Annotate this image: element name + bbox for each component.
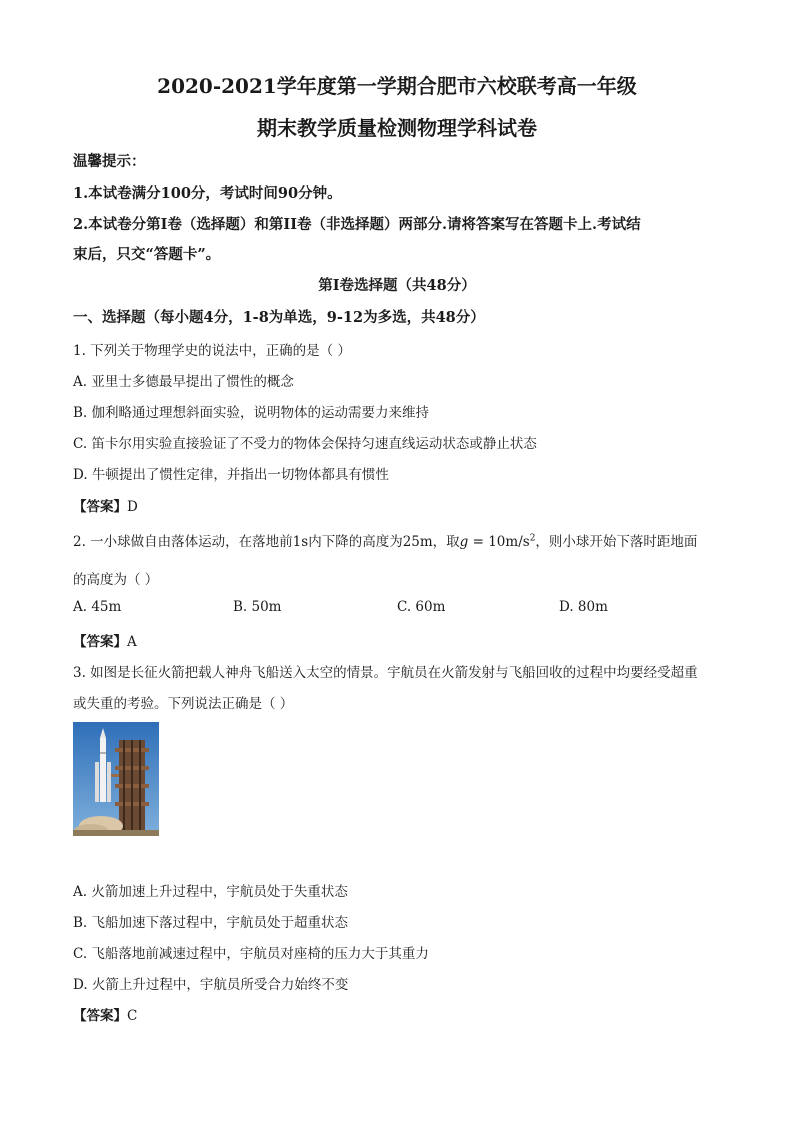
rocket-launch-photo — [73, 722, 159, 836]
part-one-title: 第Ⅰ卷选择题（共48分） — [318, 277, 476, 294]
question-3-stem-line2: 或失重的考验。下列说法正确是（ ） — [73, 696, 294, 712]
question-2-option-b: B. 50m — [233, 599, 282, 615]
tips-heading: 温馨提示： — [73, 153, 146, 170]
question-1-option-a: A. 亚里士多德最早提出了惯性的概念 — [73, 374, 294, 390]
tips-item-1: 1.本试卷满分100分，考试时间90分钟。 — [73, 185, 342, 202]
question-1-answer-value: D — [127, 499, 138, 515]
answer-tag: 【答案】 — [73, 1008, 127, 1024]
question-2-stem-after: ，则小球开始下落时距地面 — [535, 534, 698, 550]
formula-g: g — [459, 534, 469, 550]
paper-title-line1: 2020-2021学年度第一学期合肥市六校联考高一年级 — [157, 74, 637, 98]
question-2-stem-before: 2. 一小球做自由落体运动，在落地前1s内下降的高度为25m，取 — [73, 534, 460, 550]
question-1-option-d: D. 牛顿提出了惯性定律，并指出一切物体都具有惯性 — [73, 467, 389, 483]
question-2-answer — [73, 630, 137, 650]
question-1-option-c: C. 笛卡尔用实验直接验证了不受力的物体会保持匀速直线运动状态或静止状态 — [73, 436, 537, 452]
question-3-answer-value: C — [127, 1008, 138, 1024]
section-heading: 一、选择题（每小题4分，1-8为单选，9-12为多选，共48分） — [73, 309, 485, 326]
answer-tag: 【答案】 — [73, 634, 127, 650]
question-1-stem: 1. 下列关于物理学史的说法中，正确的是（ ） — [73, 343, 351, 359]
question-3-option-d: D. 火箭上升过程中，宇航员所受合力始终不变 — [73, 977, 349, 993]
tips-item-2-line2: 束后，只交“答题卡”。 — [73, 246, 221, 263]
question-3-stem-line1: 3. 如图是长征火箭把载人神舟飞船送入太空的情景。宇航员在火箭发射与飞船回收的过程中均要经受超重 — [73, 665, 698, 681]
question-2-stem — [73, 530, 697, 550]
paper-title-line2: 期末教学质量检测物理学科试卷 — [257, 116, 537, 140]
question-2-stem-line2: 的高度为（ ） — [73, 572, 159, 588]
question-2-option-c: C. 60m — [397, 599, 446, 615]
question-1-answer — [73, 495, 138, 515]
formula-eq: = 10m/s — [468, 534, 530, 550]
rocket-launch-illustration — [73, 722, 159, 836]
formula-exponent: 2 — [529, 533, 536, 544]
question-3-option-c: C. 飞船落地前减速过程中，宇航员对座椅的压力大于其重力 — [73, 946, 429, 962]
question-1-option-b: B. 伽利略通过理想斜面实验，说明物体的运动需要力来维持 — [73, 405, 430, 421]
question-2-option-a: A. 45m — [73, 599, 122, 615]
question-3-answer — [73, 1004, 137, 1024]
question-2-answer-value: A — [127, 634, 137, 650]
question-2-option-d: D. 80m — [559, 599, 608, 615]
question-3-option-a: A. 火箭加速上升过程中，宇航员处于失重状态 — [73, 884, 348, 900]
question-3-option-b: B. 飞船加速下落过程中，宇航员处于超重状态 — [73, 915, 349, 931]
answer-tag: 【答案】 — [73, 499, 127, 515]
tips-item-2-line1: 2.本试卷分第Ⅰ卷（选择题）和第II卷（非选择题）两部分.请将答案写在答题卡上.考试结 — [73, 216, 641, 233]
